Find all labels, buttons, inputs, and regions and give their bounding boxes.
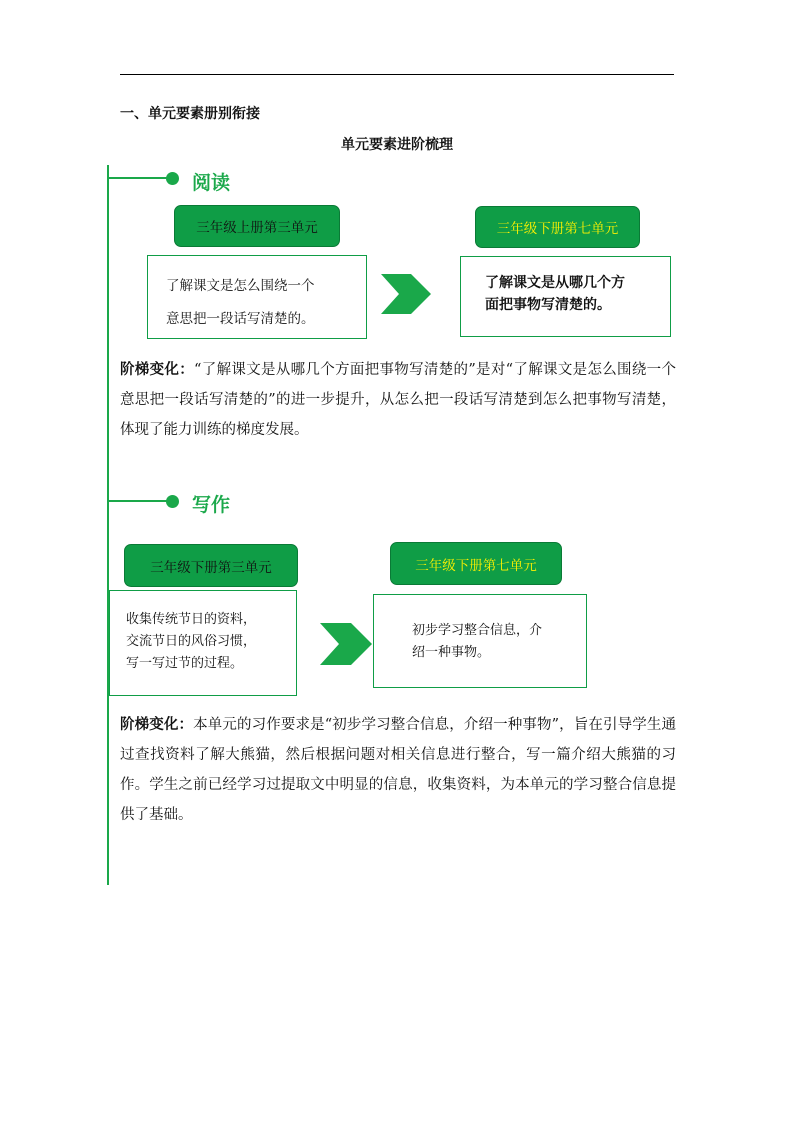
doc-title: 单元要素进阶梳理 (341, 137, 453, 153)
writing-category-label: 写作 (192, 494, 231, 516)
writing-to-unit-badge: 三年级下册第七单元 (390, 542, 562, 585)
writing-change-label: 阶梯变化： (120, 717, 194, 733)
reading-to-unit-badge: 三年级下册第七单元 (475, 206, 640, 248)
reading-change-text: “了解课文是从哪几个方面把事物写清楚的”是对“了解课文是怎么围绕一个意思把一段话写清楚的”的进一步提升，从怎么把一段话写清楚到怎么把事物写清楚，体现了能力训练的梯度发展。 (120, 362, 676, 438)
reading-from-text-line1: 了解课文是怎么围绕一个 (166, 278, 315, 294)
reading-connector (107, 177, 173, 179)
writing-from-text-line1: 收集传统节日的资料， (126, 612, 257, 627)
reading-from-box (147, 255, 367, 339)
writing-to-box (373, 594, 587, 688)
bullet-dot-icon (166, 495, 179, 508)
reading-from-text-line2: 意思把一段话写清楚的。 (166, 311, 315, 327)
reading-from-unit-badge: 三年级上册第三单元 (174, 205, 340, 247)
writing-to-text-line1: 初步学习整合信息，介 (412, 623, 543, 638)
writing-from-text-line2: 交流节日的风俗习惯， (126, 634, 257, 649)
top-rule (120, 74, 674, 75)
writing-to-text-line2: 绍一种事物。 (412, 645, 491, 660)
section-heading: 一、单元要素册别衔接 (120, 106, 260, 122)
reading-to-text-line2: 面把事物写清楚的。 (485, 297, 611, 313)
reading-change-paragraph (120, 355, 676, 445)
reading-change-label: 阶梯变化： (120, 362, 195, 378)
right-arrow-icon (320, 620, 372, 668)
right-arrow-icon (381, 271, 431, 317)
reading-to-box (460, 256, 671, 337)
writing-change-paragraph (120, 710, 676, 830)
writing-from-text-line3: 写一写过节的过程。 (126, 656, 244, 671)
bullet-dot-icon (166, 172, 179, 185)
timeline-line (107, 165, 109, 885)
reading-to-text-line1: 了解课文是从哪几个方 (485, 275, 625, 291)
writing-change-text: 本单元的习作要求是“初步学习整合信息，介绍一种事物”，旨在引导学生通过查找资料了解大熊猫，然后根据问题对相关信息进行整合，写一篇介绍大熊猫的习作。学生之前已经学习过提取文中明显的信息，收集资料，为本单元的学习整合信息提供了基础。 (120, 717, 677, 823)
reading-category-label: 阅读 (192, 172, 231, 194)
writing-connector (107, 500, 173, 502)
writing-from-box (109, 590, 297, 696)
writing-from-unit-badge: 三年级下册第三单元 (124, 544, 298, 587)
